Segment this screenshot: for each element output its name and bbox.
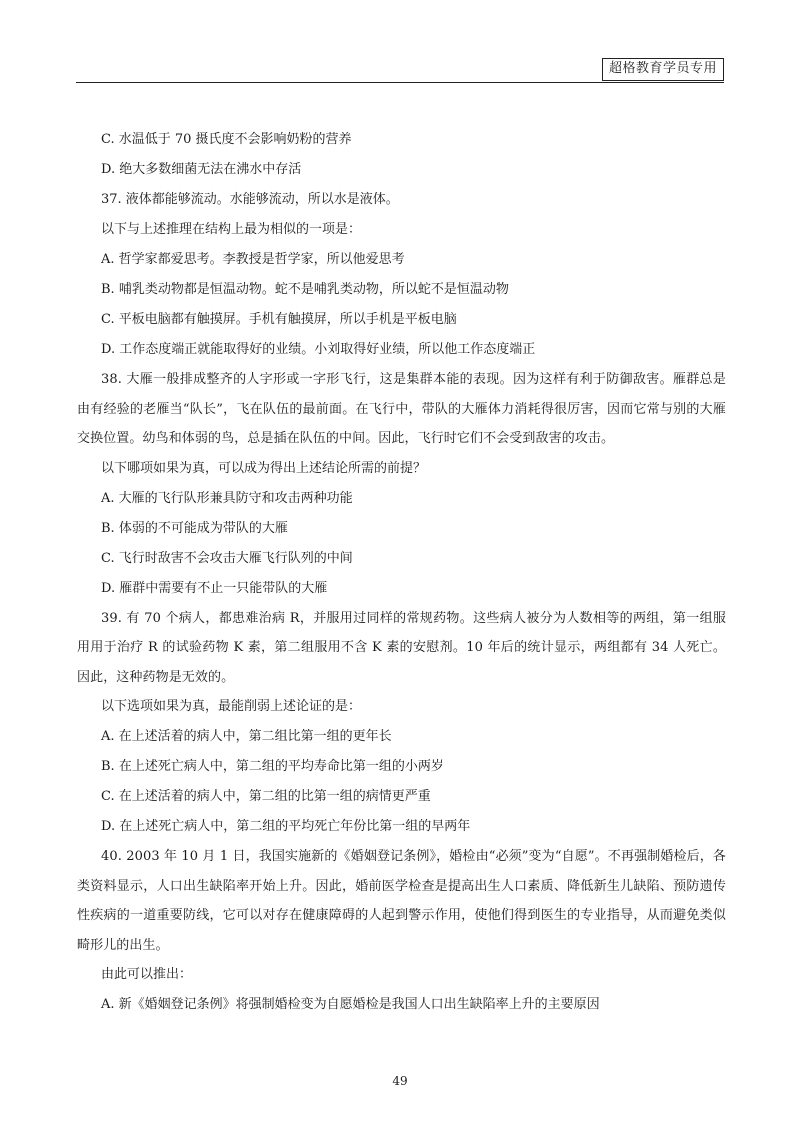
page-number: 49 [392,1074,408,1088]
question-37: 37. 液体都能够流动。水能够流动，所以水是液体。 [101,192,399,207]
question-39-prompt: 以下选项如果为真，最能削弱上述论证的是： [101,699,362,714]
header-badge: 超格教育学员专用 [602,58,724,81]
question-40: 40. 2003 年 10 月 1 日，我国实施新的《婚姻登记条例》，婚检由“必须”变为“自愿”。不再强制婚检后，各类资料显示，人口出生缺陷率开始上升。因此，婚前医学检查是提高出生人口素质、降低新生儿缺陷、预防遗传性疾病的一道重要防线，它可以对存在健康障碍的人起到警示作用，使他们得到医生的专业指导，从而避免类似畸形儿的出生。 [77,849,726,953]
question-37-prompt: 以下与上述推理在结构上最为相似的一项是： [101,222,362,237]
question-37-option-b: B. 哺乳类动物都是恒温动物。蛇不是哺乳类动物，所以蛇不是恒温动物 [101,282,509,297]
page-content [77,125,726,1020]
question-38-prompt: 以下哪项如果为真，可以成为得出上述结论所需的前提？ [101,460,427,476]
question-37-option-d: D. 工作态度端正就能取得好的业绩。小刘取得好业绩，所以他工作态度端正 [101,342,536,357]
question-40-option-a: A. 新《婚姻登记条例》将强制婚检变为自愿婚检是我国人口出生缺陷率上升的主要原因 [101,997,600,1012]
question-38-option-b: B. 体弱的不可能成为带队的大雁 [101,520,288,536]
page-header [76,58,724,83]
question-39-option-d: D. 在上述死亡病人中，第二组的平均死亡年份比第一组的早两年 [101,819,471,834]
question-37-option-c: C. 平板电脑都有触摸屏。手机有触摸屏，所以手机是平板电脑 [101,312,457,327]
question-39-option-c: C. 在上述活着的病人中，第二组的比第一组的病情更严重 [101,789,431,804]
header-rule [76,82,724,83]
question-38: 38. 大雁一般排成整齐的人字形或一字形飞行，这是集群本能的表现。因为这样有利于防御敌害。雁群总是由有经验的老雁当“队长”，飞在队伍的最前面。在飞行中，带队的大雁体力消耗得很厉害，因而它常与别的大雁交换位置。幼鸟和体弱的鸟，总是插在队伍的中间。因此，飞行时它们不会受到敌害的攻击。 [77,372,726,446]
question-38-option-d: D. 雁群中需要有不止一只能带队的大雁 [101,580,328,596]
question-39-option-b: B. 在上述死亡病人中，第二组的平均寿命比第一组的小两岁 [101,759,444,774]
question-38-option-c: C. 飞行时敌害不会攻击大雁飞行队列的中间 [101,550,353,566]
question-39: 39. 有 70 个病人，都患难治病 R，并服用过同样的常规药物。这些病人被分为人数相等的两组，第一组服用用于治疗 R 的试验药物 K 素，第二组服用不含 K 素的安慰剂。10 年后的统计显示，两组都有 34 人死亡。因此，这种药物是无效的。 [77,610,726,685]
question-38-option-a: A. 大雁的飞行队形兼具防守和攻击两种功能 [101,490,353,506]
question-39-option-a: A. 在上述活着的病人中，第二组比第一组的更年长 [101,729,392,744]
option-c-prev: C. 水温低于 70 摄氏度不会影响奶粉的营养 [101,132,352,147]
option-d-prev: D. 绝大多数细菌无法在沸水中存活 [101,162,302,177]
question-40-prompt: 由此可以推出： [101,967,193,982]
question-37-option-a: A. 哲学家都爱思考。李教授是哲学家，所以他爱思考 [101,252,405,267]
